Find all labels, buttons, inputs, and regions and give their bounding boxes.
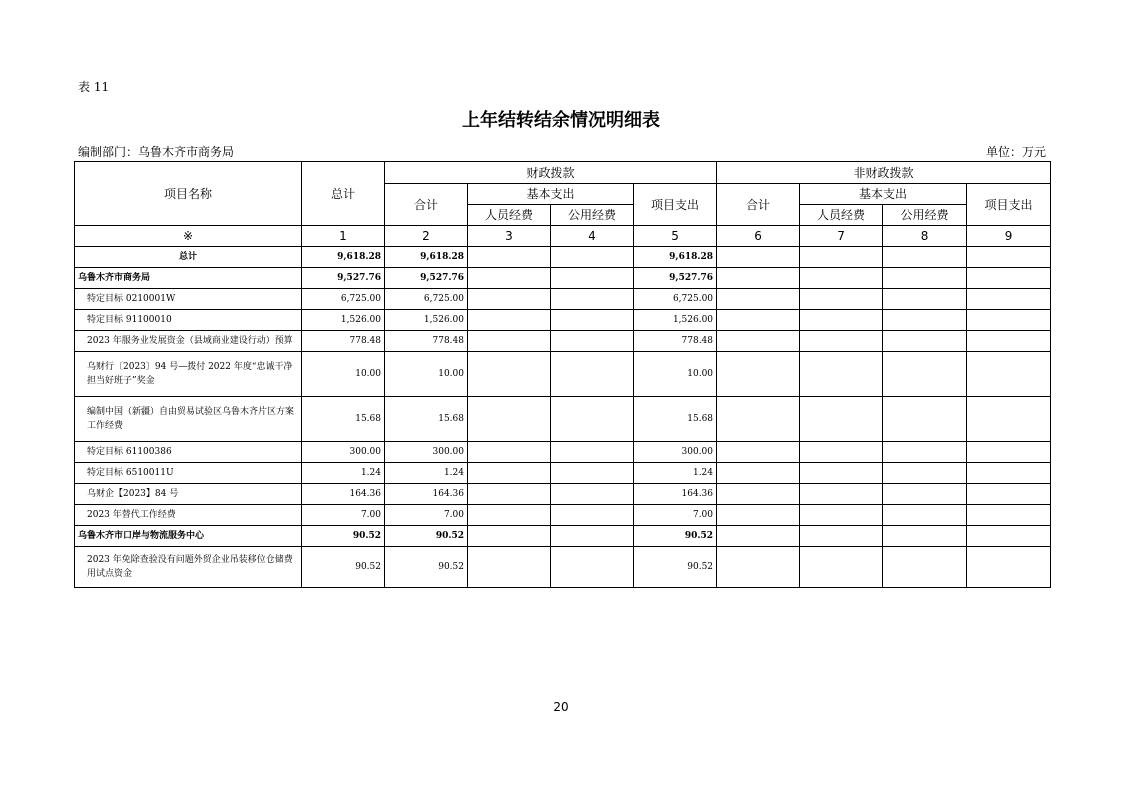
table-row [75, 484, 1051, 505]
row-fiscal-subtotal: 164.36 [385, 484, 468, 505]
row-fiscal-subtotal: 300.00 [385, 442, 468, 463]
row-fiscal-project: 6,725.00 [634, 289, 717, 310]
header-fiscal-public: 公用经费 [551, 205, 634, 226]
row-name: 编制中国（新疆）自由贸易试验区乌鲁木齐片区方案工作经费 [75, 397, 302, 442]
row-name: 2023 年免除查验没有问题外贸企业吊装移位仓储费用试点资金 [75, 547, 302, 588]
table-row [75, 463, 1051, 484]
row-fiscal-project: 90.52 [634, 526, 717, 547]
row-fiscal-subtotal: 1,526.00 [385, 310, 468, 331]
row-name: 乌鲁木齐市商务局 [75, 268, 302, 289]
index-cell: 9 [967, 226, 1051, 247]
header-item-name: 项目名称 [75, 162, 302, 226]
row-total: 300.00 [302, 442, 385, 463]
page-number: 20 [553, 700, 569, 714]
header-nonfiscal-project: 项目支出 [967, 184, 1051, 226]
header-nonfiscal-personnel: 人员经费 [800, 205, 883, 226]
header-nonfiscal-public: 公用经费 [883, 205, 967, 226]
row-fiscal-project: 300.00 [634, 442, 717, 463]
table-row-grand-total [75, 247, 1051, 268]
index-cell: 3 [468, 226, 551, 247]
index-row [75, 226, 1051, 247]
table-number: 表 11 [78, 80, 110, 94]
row-name: 2023 年服务业发展资金（县域商业建设行动）预算 [75, 331, 302, 352]
row-fiscal-project: 7.00 [634, 505, 717, 526]
row-name: 乌财企【2023】84 号 [75, 484, 302, 505]
row-total: 9,527.76 [302, 268, 385, 289]
table-row-department [75, 526, 1051, 547]
header-total: 总计 [302, 162, 385, 226]
row-fiscal-project: 1.24 [634, 463, 717, 484]
header-fiscal: 财政拨款 [385, 162, 717, 184]
row-fiscal-project: 778.48 [634, 331, 717, 352]
row-total: 15.68 [302, 397, 385, 442]
index-cell: ※ [75, 226, 302, 247]
table-row [75, 331, 1051, 352]
header-nonfiscal-subtotal: 合计 [717, 184, 800, 226]
header-fiscal-project: 项目支出 [634, 184, 717, 226]
row-total: 778.48 [302, 331, 385, 352]
row-total: 164.36 [302, 484, 385, 505]
row-fiscal-subtotal: 9,527.76 [385, 268, 468, 289]
index-cell: 8 [883, 226, 967, 247]
row-fiscal-project: 1,526.00 [634, 310, 717, 331]
row-fiscal-project: 164.36 [634, 484, 717, 505]
row-fiscal-subtotal: 90.52 [385, 526, 468, 547]
table-row [75, 352, 1051, 397]
table-row [75, 310, 1051, 331]
table-row [75, 397, 1051, 442]
header-fiscal-subtotal: 合计 [385, 184, 468, 226]
header-fiscal-basic: 基本支出 [468, 184, 634, 205]
row-fiscal-subtotal: 10.00 [385, 352, 468, 397]
header-fiscal-personnel: 人员经费 [468, 205, 551, 226]
index-cell: 5 [634, 226, 717, 247]
index-cell: 1 [302, 226, 385, 247]
row-total: 6,725.00 [302, 289, 385, 310]
row-fiscal-subtotal: 15.68 [385, 397, 468, 442]
row-fiscal-project: 90.52 [634, 547, 717, 588]
row-fiscal-subtotal: 778.48 [385, 331, 468, 352]
row-fiscal-project: 10.00 [634, 352, 717, 397]
department-label: 编制部门：乌鲁木齐市商务局 [78, 145, 235, 159]
table-row [75, 505, 1051, 526]
row-fiscal-subtotal: 9,618.28 [385, 247, 468, 268]
index-cell: 4 [551, 226, 634, 247]
page-title: 上年结转结余情况明细表 [462, 110, 660, 131]
row-name: 特定目标 91100010 [75, 310, 302, 331]
row-fiscal-project: 15.68 [634, 397, 717, 442]
row-name: 特定目标 0210001W [75, 289, 302, 310]
row-total: 7.00 [302, 505, 385, 526]
unit-label: 单位：万元 [985, 145, 1046, 159]
row-fiscal-project: 9,618.28 [634, 247, 717, 268]
table-row [75, 289, 1051, 310]
row-fiscal-subtotal: 1.24 [385, 463, 468, 484]
row-name: 乌鲁木齐市口岸与物流服务中心 [75, 526, 302, 547]
index-cell: 6 [717, 226, 800, 247]
row-total: 9,618.28 [302, 247, 385, 268]
table-row [75, 442, 1051, 463]
row-name: 2023 年替代工作经费 [75, 505, 302, 526]
index-cell: 2 [385, 226, 468, 247]
row-fiscal-subtotal: 90.52 [385, 547, 468, 588]
carryover-table [74, 161, 1051, 588]
index-cell: 7 [800, 226, 883, 247]
row-total: 90.52 [302, 526, 385, 547]
row-total: 10.00 [302, 352, 385, 397]
table-row-department [75, 268, 1051, 289]
row-name: 总计 [75, 247, 302, 268]
header-nonfiscal-basic: 基本支出 [800, 184, 967, 205]
table-row [75, 547, 1051, 588]
row-fiscal-subtotal: 7.00 [385, 505, 468, 526]
row-total: 1,526.00 [302, 310, 385, 331]
row-fiscal-subtotal: 6,725.00 [385, 289, 468, 310]
header-nonfiscal: 非财政拨款 [717, 162, 1051, 184]
row-name: 乌财行〔2023〕94 号—拨付 2022 年度“忠诚干净担当好班子”奖金 [75, 352, 302, 397]
row-total: 90.52 [302, 547, 385, 588]
row-total: 1.24 [302, 463, 385, 484]
row-name: 特定目标 6510011U [75, 463, 302, 484]
row-fiscal-project: 9,527.76 [634, 268, 717, 289]
row-name: 特定目标 61100386 [75, 442, 302, 463]
